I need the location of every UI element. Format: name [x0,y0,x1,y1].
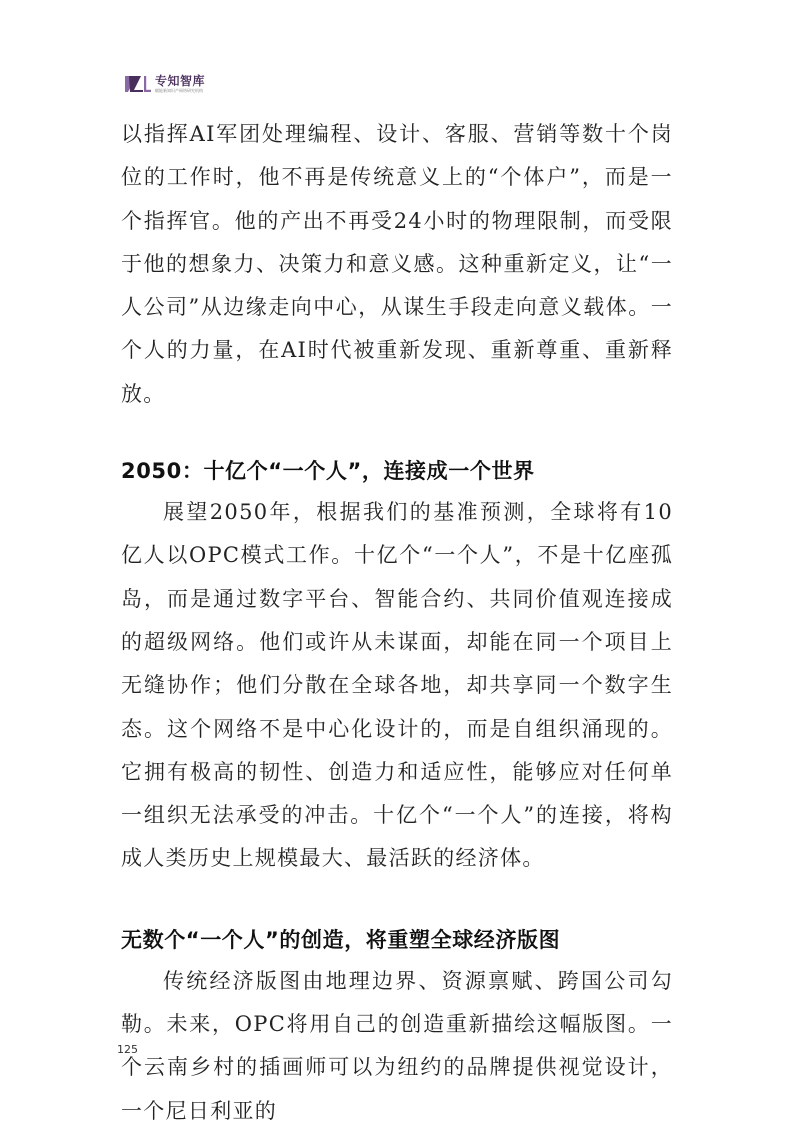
logo-name: 专知智库 [155,74,206,88]
section-heading-global-economy: 无数个“一个人”的创造，将重塑全球经济版图 [121,927,561,952]
header-logo [125,74,205,94]
section-heading-2050: 2050：十亿个“一个人”，连接成一个世界 [121,459,535,484]
zl-logo-icon [125,74,151,94]
logo-tagline: 赋能新知识产网络研究机构 [155,88,203,93]
page-content [121,113,673,1133]
section-global-economy-paragraph: 传统经济版图由地理边界、资源禀赋、跨国公司勾勒。未来，OPC将用自己的创造重新描绘这幅版图。一个云南乡村的插画师可以为纽约的品牌提供视觉设计，一个尼日利亚的 [121,968,673,1123]
continuation-paragraph: 以指挥AI军团处理编程、设计、客服、营销等数十个岗位的工作时，他不再是传统意义上的“个体户”，而是一个指挥官。他的产出不再受24小时的物理限制，而受限于他的想象力、决策力和意义感。这种重新定义，让“一人公司”从边缘走向中心，从谋生手段走向意义载体。一个人的力量，在AI时代被重新发现、重新尊重、重新释放。 [121,122,673,406]
page-number: 125 [117,1043,138,1056]
section-2050-paragraph: 展望2050年，根据我们的基准预测，全球将有10亿人以OPC模式工作。十亿个“一个人”，不是十亿座孤岛，而是通过数字平台、智能合约、共同价值观连接成的超级网络。他们或许从未谋面，却能在同一个项目上无缝协作；他们分散在全球各地，却共享同一个数字生态。这个网络不是中心化设计的，而是自组织涌现的。它拥有极高的韧性、创造力和适应性，能够应对任何单一组织无法承受的冲击。十亿个“一个人”的连接，将构成人类历史上规模最大、最活跃的经济体。 [121,500,673,871]
